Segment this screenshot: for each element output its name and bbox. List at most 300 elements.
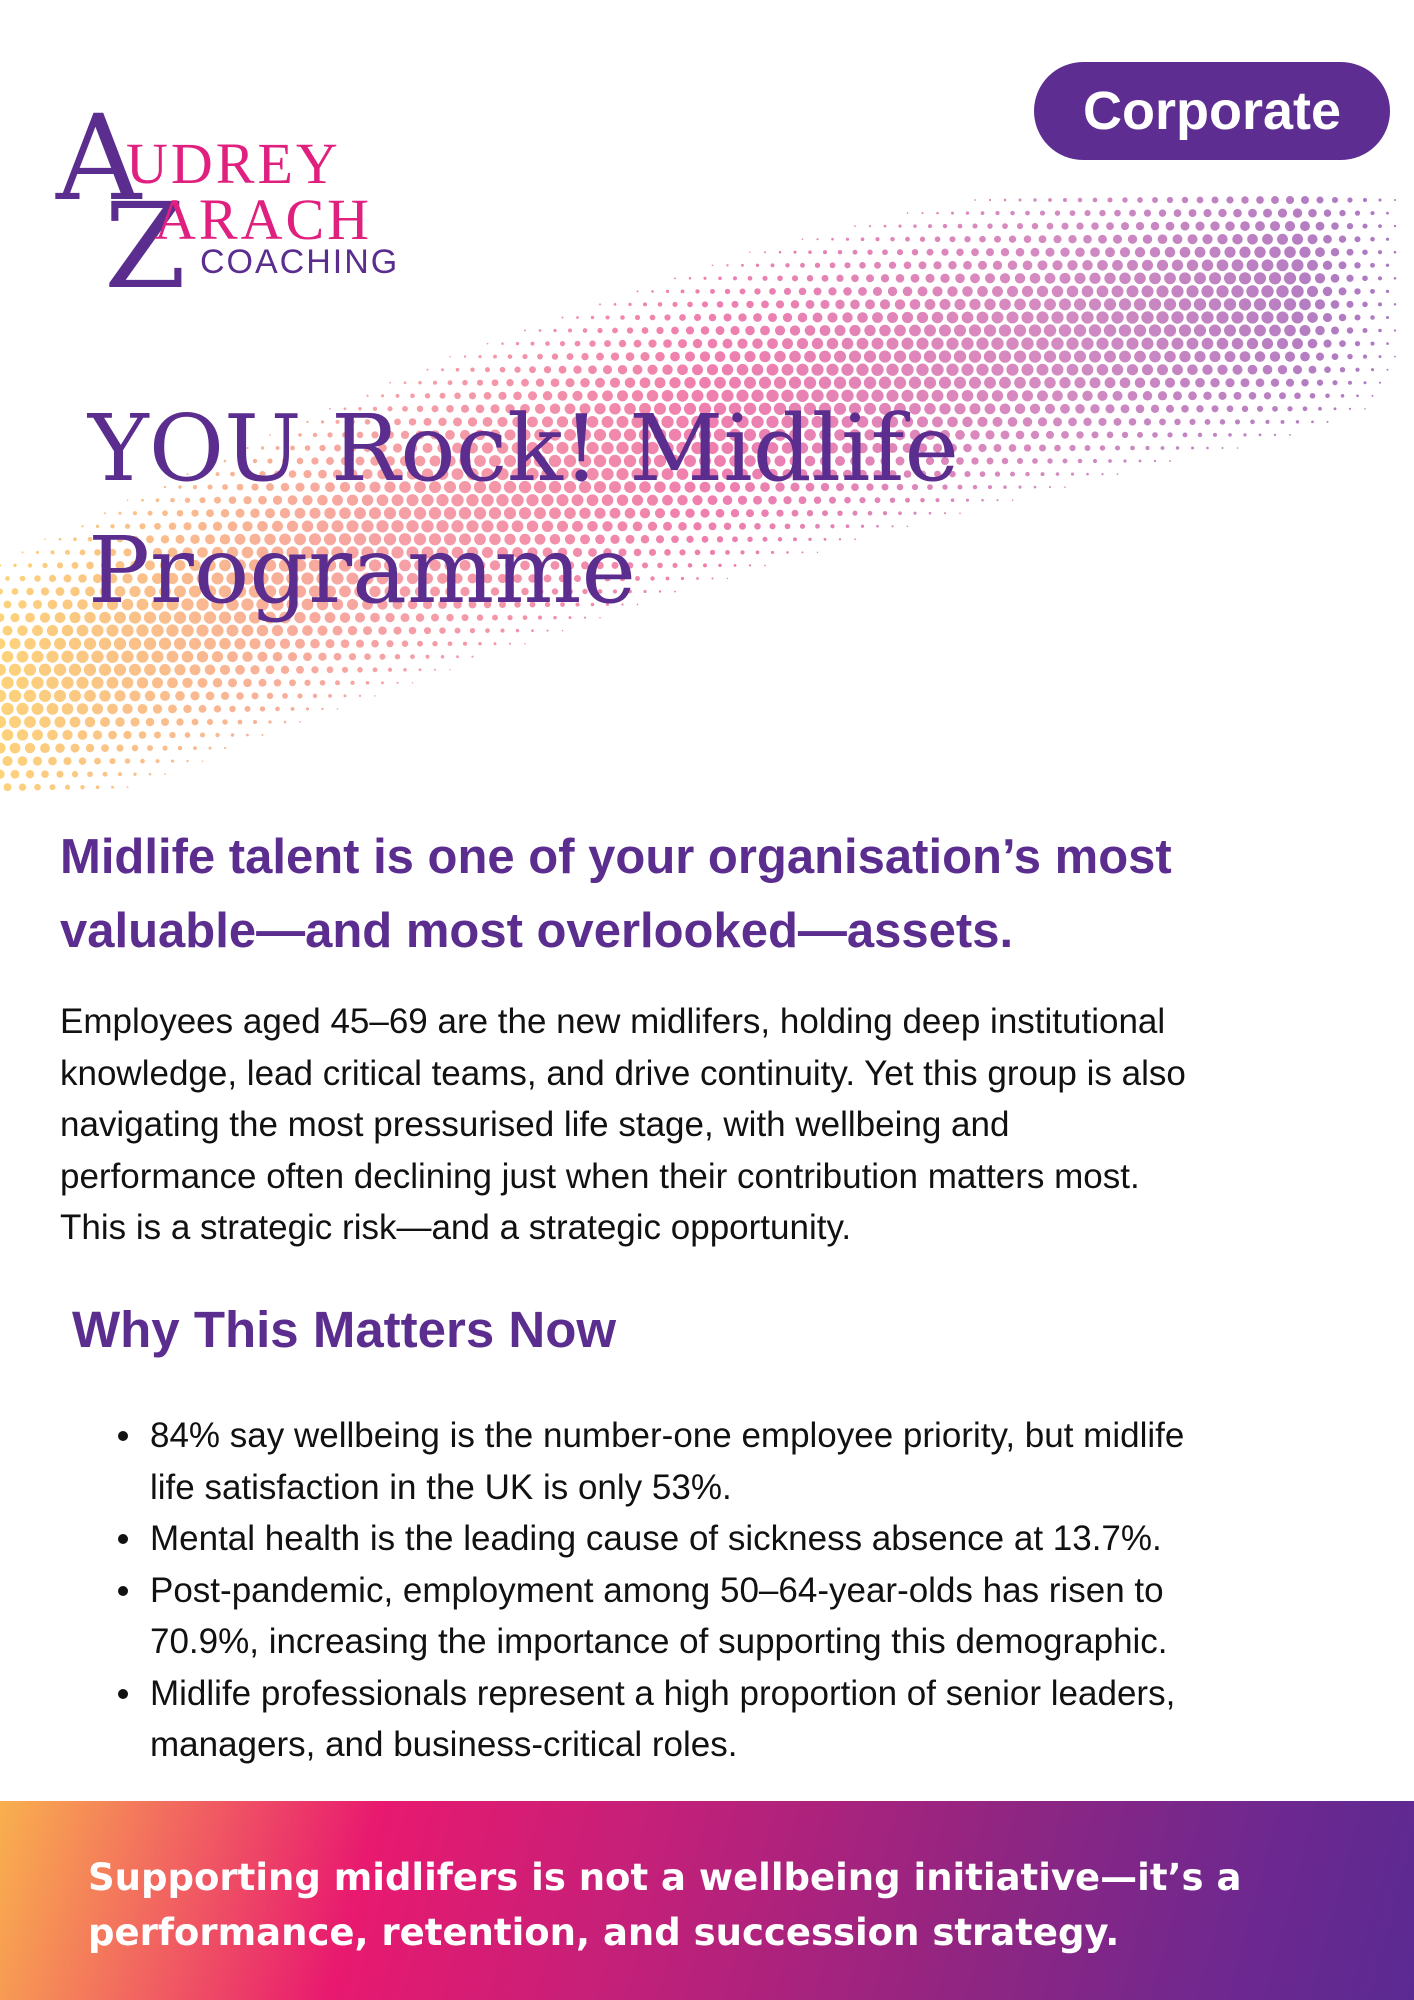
- halftone-dot: [205, 665, 216, 676]
- halftone-dot: [1276, 259, 1288, 271]
- halftone-dot: [889, 262, 896, 269]
- halftone-dot: [1179, 272, 1191, 284]
- halftone-dot: [1194, 324, 1206, 336]
- halftone-dot: [1152, 197, 1158, 203]
- halftone-dot: [1189, 419, 1195, 425]
- halftone-dot: [1346, 301, 1353, 308]
- halftone-dot: [202, 760, 204, 762]
- halftone-dot: [1205, 419, 1211, 425]
- halftone-dot: [91, 677, 103, 689]
- halftone-dot: [267, 693, 273, 699]
- halftone-dot: [1217, 365, 1227, 375]
- halftone-dot: [924, 377, 936, 389]
- halftone-dot: [1386, 369, 1388, 371]
- halftone-dot: [0, 770, 5, 779]
- halftone-dot: [932, 312, 944, 324]
- halftone-dot: [580, 378, 590, 388]
- halftone-dot: [463, 642, 467, 646]
- halftone-dot: [1370, 315, 1375, 320]
- halftone-dot: [1014, 350, 1026, 362]
- halftone-dot: [1174, 209, 1182, 217]
- halftone-dot: [991, 337, 1003, 349]
- halftone-dot: [1264, 392, 1271, 399]
- halftone-dot: [907, 212, 909, 214]
- halftone-dot: [1068, 235, 1076, 243]
- halftone-dot: [81, 525, 83, 527]
- logo-initial-a: A: [56, 89, 142, 227]
- halftone-dot: [1149, 351, 1161, 363]
- footer-statement: [88, 1850, 1348, 1960]
- halftone-dot: [1378, 302, 1382, 306]
- halftone-dot: [1179, 324, 1191, 336]
- halftone-dot: [109, 758, 115, 764]
- halftone-dot: [806, 300, 815, 309]
- halftone-dot: [1394, 277, 1397, 280]
- halftone-dot: [1081, 311, 1093, 323]
- halftone-dot: [1271, 379, 1279, 387]
- halftone-dot: [999, 377, 1011, 389]
- halftone-dot: [77, 599, 88, 610]
- halftone-dot: [321, 708, 323, 710]
- halftone-dot: [931, 364, 943, 376]
- halftone-dot: [156, 759, 160, 763]
- halftone-dot: [1025, 211, 1030, 216]
- halftone-dot: [107, 677, 119, 689]
- halftone-dot: [1166, 222, 1175, 231]
- halftone-dot: [1311, 421, 1314, 424]
- halftone-dot: [1370, 211, 1374, 215]
- halftone-dot: [536, 379, 544, 387]
- halftone-dot: [288, 652, 297, 661]
- halftone-dot: [1010, 211, 1014, 215]
- halftone-dot: [792, 275, 798, 281]
- halftone-dot: [857, 312, 868, 323]
- halftone-dot: [114, 638, 126, 650]
- halftone-dot: [779, 251, 782, 254]
- halftone-dot: [1276, 311, 1288, 323]
- halftone-dot: [637, 290, 639, 292]
- halftone-dot: [1078, 198, 1082, 202]
- halftone-dot: [1287, 406, 1292, 411]
- halftone-dot: [854, 225, 856, 227]
- halftone-dot: [149, 773, 152, 776]
- halftone-dot: [799, 288, 807, 296]
- halftone-dot: [266, 665, 275, 674]
- halftone-dot: [342, 667, 348, 673]
- halftone-dot: [215, 733, 219, 737]
- halftone-dot: [1349, 408, 1351, 410]
- halftone-dot: [1339, 314, 1347, 322]
- halftone-dot: [1021, 364, 1033, 376]
- page-title-line-2: Programme: [88, 517, 636, 624]
- halftone-dot: [1188, 391, 1197, 400]
- halftone-dot: [127, 786, 129, 788]
- halftone-dot: [1325, 394, 1330, 399]
- halftone-dot: [1182, 197, 1188, 203]
- halftone-dot: [1150, 378, 1160, 388]
- halftone-dot: [328, 694, 332, 698]
- halftone-dot: [1362, 328, 1367, 333]
- halftone-dot: [1317, 380, 1323, 386]
- halftone-dot: [917, 312, 928, 323]
- halftone-dot: [114, 690, 125, 701]
- halftone-dot: [835, 300, 844, 309]
- halftone-dot: [1261, 285, 1273, 297]
- halftone-dot: [1180, 247, 1191, 258]
- halftone-dot: [1371, 342, 1375, 346]
- halftone-dot: [882, 249, 888, 255]
- halftone-dot: [851, 274, 859, 282]
- halftone-dot: [122, 704, 132, 714]
- halftone-dot: [1291, 311, 1303, 323]
- halftone-dot: [426, 369, 428, 371]
- halftone-dot: [1211, 405, 1218, 412]
- halftone-dot: [1291, 285, 1303, 297]
- halftone-dot: [506, 379, 513, 386]
- halftone-dot: [1346, 275, 1353, 282]
- halftone-dot: [1278, 365, 1287, 374]
- halftone-dot: [656, 327, 663, 334]
- why-bullet-list: [150, 1410, 1350, 1771]
- halftone-dot: [1370, 289, 1375, 294]
- halftone-dot: [213, 678, 223, 688]
- halftone-dot: [559, 366, 567, 374]
- halftone-dot: [861, 237, 865, 241]
- halftone-dot: [599, 303, 601, 305]
- halftone-dot: [1301, 196, 1309, 204]
- halftone-dot: [1378, 276, 1382, 280]
- halftone-dot: [1006, 364, 1018, 376]
- halftone-dot: [1247, 234, 1258, 245]
- halftone-dot: [70, 587, 79, 596]
- halftone-dot: [813, 313, 823, 323]
- bullet-line: Midlife professionals represent a high proportion of senior leaders,: [150, 1673, 1176, 1713]
- halftone-dot: [804, 351, 816, 363]
- halftone-dot: [597, 328, 602, 333]
- halftone-dot: [1232, 234, 1243, 245]
- halftone-dot: [449, 669, 450, 670]
- halftone-dot: [136, 651, 148, 663]
- halftone-dot: [686, 326, 694, 334]
- halftone-dot: [1066, 337, 1078, 349]
- halftone-dot: [969, 377, 981, 389]
- halftone-dot: [1362, 224, 1367, 229]
- halftone-dot: [295, 639, 305, 649]
- halftone-dot: [1029, 299, 1041, 311]
- halftone-dot: [626, 352, 635, 361]
- halftone-dot: [1232, 338, 1243, 349]
- halftone-dot: [448, 380, 453, 385]
- halftone-dot: [5, 576, 10, 581]
- halftone-dot: [771, 263, 775, 267]
- halftone-dot: [767, 338, 778, 349]
- halftone-dot: [963, 261, 972, 270]
- halftone-dot: [137, 677, 148, 688]
- halftone-dot: [100, 717, 110, 727]
- halftone-dot: [17, 729, 28, 740]
- halftone-dot: [1339, 287, 1347, 295]
- halftone-dot: [186, 760, 188, 762]
- halftone-dot: [1323, 287, 1333, 297]
- halftone-dot: [1276, 285, 1288, 297]
- halftone-dot: [206, 692, 215, 701]
- halftone-dot: [1324, 366, 1331, 373]
- halftone-dot: [1201, 311, 1213, 323]
- halftone-dot: [209, 747, 212, 750]
- halftone-dot: [969, 350, 981, 362]
- halftone-dot: [1055, 210, 1060, 215]
- halftone-dot: [130, 690, 141, 701]
- halftone-dot: [396, 682, 398, 684]
- halftone-dot: [169, 732, 175, 738]
- intro-line: performance often declining just when their contribution matters most.: [60, 1156, 1140, 1196]
- halftone-dot: [940, 274, 949, 283]
- halftone-dot: [846, 238, 849, 241]
- halftone-dot: [1105, 247, 1115, 257]
- intro-paragraph: [60, 996, 1380, 1254]
- halftone-dot: [874, 262, 881, 269]
- halftone-dot: [1096, 337, 1108, 349]
- halftone-dot: [581, 353, 588, 360]
- halftone-dot: [643, 302, 647, 306]
- bullet-line: 70.9%, increasing the importance of supporting this demographic.: [150, 1622, 1168, 1661]
- halftone-dot: [327, 666, 334, 673]
- logo-word-audrey: UDREY: [126, 131, 341, 196]
- halftone-dot: [576, 316, 579, 319]
- halftone-dot: [1097, 285, 1109, 297]
- halftone-dot: [912, 249, 919, 256]
- halftone-dot: [749, 252, 750, 253]
- halftone-dot: [1126, 338, 1138, 350]
- halftone-dot: [1201, 285, 1213, 297]
- halftone-dot: [1024, 235, 1032, 243]
- halftone-dot: [733, 276, 737, 280]
- halftone-dot: [262, 734, 264, 736]
- halftone-dot: [1240, 351, 1251, 362]
- subheading-line-2: valuable—and most overlooked—assets.: [60, 904, 1014, 958]
- halftone-dot: [1105, 377, 1116, 388]
- halftone-dot: [976, 337, 988, 349]
- halftone-dot: [1189, 209, 1197, 217]
- halftone-dot: [864, 351, 876, 363]
- halftone-dot: [1285, 221, 1295, 231]
- halftone-dot: [242, 651, 252, 661]
- halftone-dot: [1097, 364, 1109, 376]
- halftone-dot: [175, 691, 185, 701]
- halftone-dot: [729, 377, 741, 389]
- halftone-dot: [796, 364, 808, 376]
- halftone-dot: [55, 743, 64, 752]
- halftone-dot: [722, 364, 733, 375]
- halftone-dot: [1032, 223, 1038, 229]
- halftone-dot: [1281, 420, 1285, 424]
- halftone-dot: [867, 250, 872, 255]
- halftone-dot: [992, 312, 1004, 324]
- halftone-dot: [21, 551, 23, 553]
- halftone-dot: [1231, 311, 1243, 323]
- halftone-dot: [717, 301, 724, 308]
- halftone-dot: [1033, 198, 1036, 201]
- halftone-dot: [897, 249, 903, 255]
- halftone-dot: [1234, 392, 1242, 400]
- halftone-dot: [1076, 222, 1083, 229]
- halftone-dot: [1224, 272, 1236, 284]
- halftone-dot: [1187, 234, 1197, 244]
- halftone-dot: [1347, 327, 1353, 333]
- halftone-dot: [905, 237, 910, 242]
- halftone-dot: [723, 339, 733, 349]
- halftone-dot: [1255, 221, 1265, 231]
- halftone-dot: [1037, 364, 1049, 376]
- halftone-dot: [702, 301, 708, 307]
- halftone-dot: [760, 326, 770, 336]
- halftone-dot: [759, 377, 771, 389]
- halftone-dot: [894, 350, 906, 362]
- halftone-dot: [1187, 364, 1198, 375]
- halftone-dot: [1269, 272, 1281, 284]
- halftone-dot: [1135, 247, 1145, 257]
- halftone-dot: [1257, 406, 1263, 412]
- halftone-dot: [1274, 434, 1276, 436]
- halftone-dot: [947, 312, 959, 324]
- footer-line-2: performance, retention, and succession strategy.: [88, 1911, 1120, 1954]
- halftone-dot: [297, 693, 302, 698]
- halftone-dot: [1386, 316, 1389, 319]
- halftone-dot: [1308, 339, 1318, 349]
- halftone-dot: [658, 302, 663, 307]
- halftone-dot: [125, 758, 130, 763]
- halftone-dot: [54, 690, 66, 702]
- halftone-dot: [108, 731, 117, 740]
- halftone-dot: [869, 225, 871, 227]
- halftone-dot: [1113, 235, 1122, 244]
- halftone-dot: [744, 351, 755, 362]
- halftone-dot: [70, 717, 81, 728]
- halftone-dot: [909, 325, 921, 337]
- halftone-dot: [1239, 298, 1251, 310]
- halftone-dot: [1339, 340, 1346, 347]
- halftone-dot: [1307, 234, 1317, 244]
- halftone-dot: [44, 538, 46, 540]
- halftone-dot: [764, 251, 766, 253]
- halftone-dot: [410, 654, 415, 659]
- bullet-line: Mental health is the leading cause of sickness absence at 13.7%.: [150, 1519, 1162, 1558]
- halftone-dot: [748, 276, 753, 281]
- halftone-dot: [4, 601, 12, 609]
- halftone-dot: [1299, 299, 1311, 311]
- halftone-dot: [946, 364, 958, 376]
- halftone-dot: [182, 678, 192, 688]
- halftone-dot: [544, 366, 551, 373]
- halftone-dot: [0, 564, 1, 566]
- halftone-dot: [1220, 419, 1225, 424]
- halftone-dot: [54, 716, 65, 727]
- halftone-dot: [1111, 311, 1123, 323]
- halftone-dot: [753, 313, 762, 322]
- halftone-dot: [334, 653, 342, 661]
- halftone-dot: [826, 364, 838, 376]
- halftone-dot: [1036, 337, 1048, 349]
- halftone-dot: [1213, 433, 1217, 437]
- halftone-dot: [185, 732, 191, 738]
- halftone-dot: [1316, 222, 1325, 231]
- halftone-dot: [1082, 260, 1092, 270]
- halftone-dot: [493, 355, 497, 359]
- halftone-dot: [1112, 260, 1123, 271]
- halftone-dot: [1262, 234, 1273, 245]
- halftone-dot: [1225, 221, 1235, 231]
- halftone-dot: [951, 212, 954, 215]
- halftone-dot: [808, 250, 812, 254]
- halftone-dot: [1029, 377, 1041, 389]
- halftone-dot: [80, 549, 86, 555]
- halftone-dot: [456, 368, 460, 372]
- halftone-dot: [464, 355, 466, 357]
- halftone-dot: [1355, 368, 1359, 372]
- halftone-dot: [681, 289, 685, 293]
- halftone-dot: [46, 651, 58, 663]
- subheading: [60, 820, 1360, 968]
- halftone-dot: [879, 350, 891, 362]
- halftone-dot: [1386, 264, 1389, 267]
- halftone-dot: [41, 770, 49, 778]
- halftone-dot: [103, 772, 108, 777]
- halftone-dot: [1209, 351, 1220, 362]
- halftone-dot: [311, 666, 318, 673]
- halftone-dot: [1277, 234, 1288, 245]
- halftone-dot: [1370, 237, 1375, 242]
- halftone-dot: [843, 287, 852, 296]
- halftone-dot: [34, 575, 40, 581]
- halftone-dot: [144, 638, 156, 650]
- halftone-dot: [11, 770, 20, 779]
- halftone-dot: [281, 666, 289, 674]
- halftone-dot: [1144, 210, 1151, 217]
- halftone-dot: [154, 732, 161, 739]
- halftone-dot: [1372, 395, 1374, 397]
- halftone-dot: [820, 300, 829, 309]
- halftone-dot: [814, 287, 822, 295]
- halftone-dot: [1227, 405, 1234, 412]
- halftone-dot: [1301, 379, 1309, 387]
- halftone-dot: [992, 286, 1003, 297]
- halftone-dot: [1157, 260, 1168, 271]
- halftone-dot: [1112, 364, 1123, 375]
- halftone-dot: [1089, 351, 1101, 363]
- halftone-dot: [64, 575, 72, 583]
- halftone-dot: [1307, 286, 1318, 297]
- halftone-dot: [1074, 351, 1086, 363]
- halftone-dot: [670, 352, 680, 362]
- halftone-dot: [1114, 210, 1121, 217]
- halftone-dot: [412, 682, 413, 683]
- halftone-dot: [776, 300, 784, 308]
- halftone-dot: [65, 785, 70, 790]
- halftone-dot: [1241, 378, 1250, 387]
- halftone-dot: [1082, 364, 1094, 376]
- halftone-dot: [1052, 286, 1064, 298]
- halftone-dot: [1001, 248, 1009, 256]
- intro-line: This is a strategic risk—and a strategic opportunity.: [60, 1208, 852, 1247]
- halftone-dot: [800, 263, 805, 268]
- halftone-dot: [1196, 405, 1203, 412]
- halftone-dot: [1379, 355, 1382, 358]
- halftone-dot: [1224, 247, 1235, 258]
- halftone-dot: [374, 695, 376, 697]
- halftone-dot: [1104, 351, 1116, 363]
- halftone-dot: [508, 354, 513, 359]
- halftone-dot: [725, 289, 730, 294]
